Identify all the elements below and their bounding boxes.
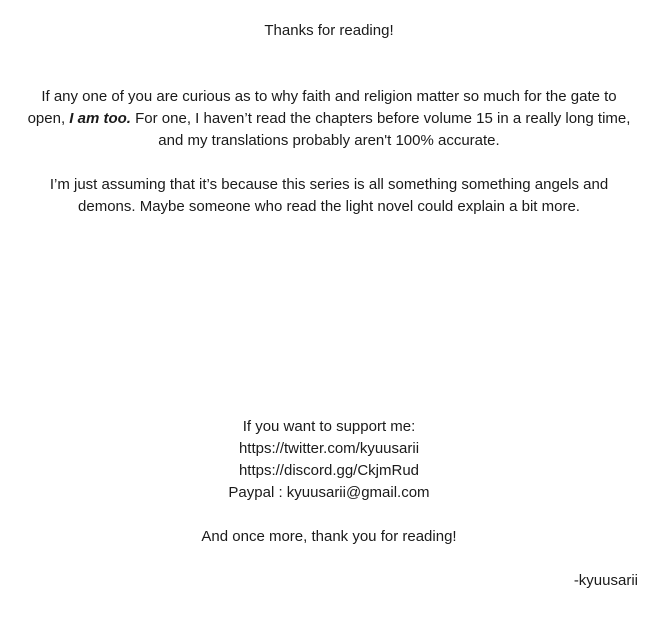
- paragraph-curious: [0, 86, 658, 152]
- line-2-tail: For one, I haven’t read the chapters before volume 15 in a really long time,: [130, 110, 631, 127]
- signature: [574, 570, 638, 592]
- closing-text: And once more, thank you for reading!: [201, 528, 457, 545]
- emphasis-text: I am too.: [69, 110, 131, 127]
- paypal-contact: Paypal : kyuusarii@gmail.com: [228, 484, 430, 501]
- paragraph-assumption-line-2: demons. Maybe someone who read the light novel could explain a bit more.: [78, 198, 580, 215]
- paragraph-assumption-line-1: I’m just assuming that it’s because this series is all something something angels and: [49, 176, 609, 193]
- paragraph-assumption: [0, 174, 658, 218]
- discord-link[interactable]: https://discord.gg/CkjmRud: [238, 462, 420, 479]
- paragraph-curious-line-2: [0, 108, 658, 130]
- paragraph-curious-line-3: and my translations probably aren't 100% accurate.: [158, 132, 500, 149]
- title-text: Thanks for reading!: [264, 22, 394, 39]
- closing-thanks: [0, 526, 658, 548]
- signature-text: -kyuusarii: [573, 572, 638, 589]
- support-heading: If you want to support me:: [242, 418, 416, 435]
- support-section: [0, 416, 658, 504]
- page-title: [0, 20, 658, 42]
- line-2-lead: open,: [27, 110, 70, 127]
- twitter-link[interactable]: https://twitter.com/kyuusarii: [238, 440, 420, 457]
- paragraph-curious-line-1: If any one of you are curious as to why faith and religion matter so much for the gate to: [41, 88, 617, 105]
